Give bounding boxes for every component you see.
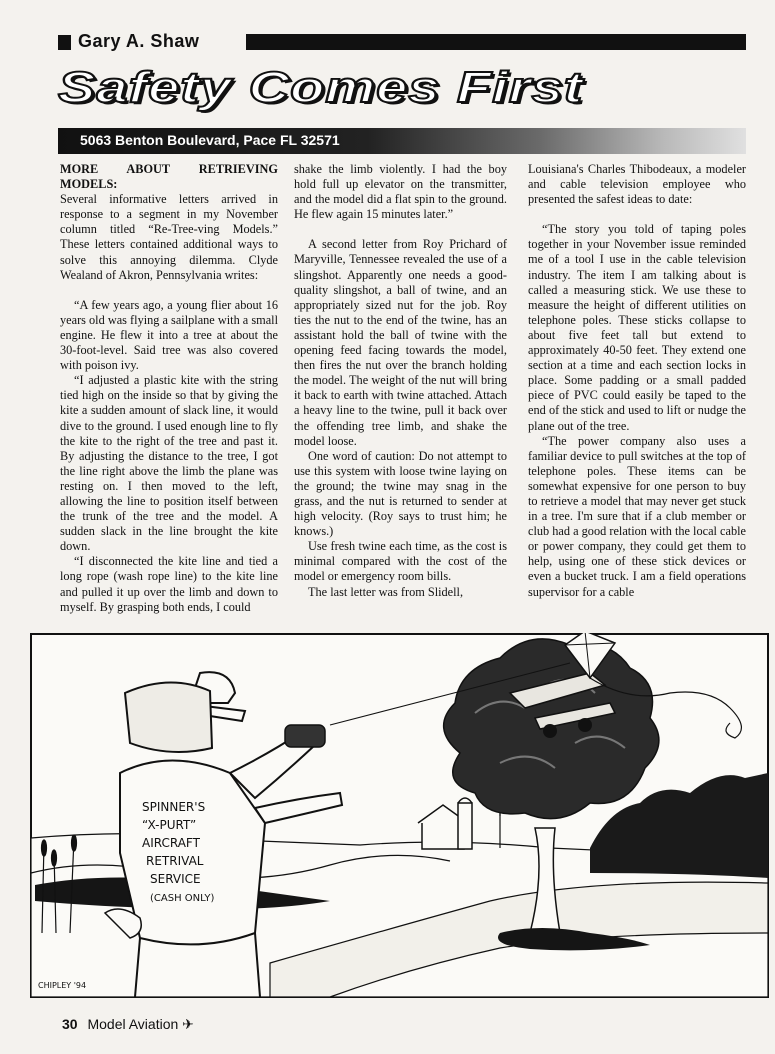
page-number: 30 xyxy=(62,1016,78,1032)
article-title: Safety Comes First xyxy=(58,62,584,112)
author-marker xyxy=(58,35,71,50)
column-1 xyxy=(60,162,278,615)
author-rule xyxy=(246,34,746,50)
twine-ball xyxy=(285,725,325,747)
col2-paragraph-1: shake the limb violently. I had the boy hold full up elevator on the transmitter, and the model did a flat spin to the ground. He flew again 15 minutes later.” xyxy=(294,162,507,222)
shirt-line-1: SPINNER'S xyxy=(142,800,206,814)
shirt-line-6: (CASH ONLY) xyxy=(150,893,215,904)
cartoon-illustration xyxy=(30,633,769,998)
col1-paragraph-1: Several informative letters arrived in response to a segment in my November column titled “Re-Tree-ving Models.” These letters contained additional ways to solve this annoying dilemma. Clyde Wealand of Akron, Pennsylvania writes: xyxy=(60,192,278,282)
address-band xyxy=(58,128,746,154)
col1-paragraph-3: “I adjusted a plastic kite with the string tied high on the inside so that by giving the kite a sudden amount of slack line, it would dive to the ground. I used enough line to fly the kite to the right of the tree and past it. By adjusting the distance to the tree, I got the line right above the limb the plane was resting on. I then moved to the left, allowing the line to position itself between the trunk of the tree and the model. A sudden slack in the line brought the kite down. xyxy=(60,373,278,554)
col3-paragraph-2: “The story you told of taping poles together in your November issue reminded me of a tool I use in the cable television industry. The item I am talking about is called a measuring stick. We use these to measure the height of different utilities on telephone poles. These sticks collapse to about five feet tall but extend to approximately 40-50 feet. They extend one section at a time and each section locks in place. Some padding or a small padded piece of PVC could easily be taped to the end of the stick and used to lift or nudge the plane out of the tree. xyxy=(528,222,746,433)
col2-paragraph-4: Use fresh twine each time, as the cost is minimal compared with the cost of the model or emergency room bills. xyxy=(294,539,507,584)
page-footer xyxy=(62,1016,194,1033)
subhead: MORE ABOUT RETRIEVING MODELS: xyxy=(60,162,278,192)
author-bar xyxy=(58,32,746,52)
column-3 xyxy=(528,162,746,600)
shirt-line-5: SERVICE xyxy=(150,872,201,886)
author-name: Gary A. Shaw xyxy=(78,31,200,51)
shirt-line-4: RETRIVAL xyxy=(146,854,204,868)
col2-paragraph-2: A second letter from Roy Prichard of Maryville, Tennessee revealed the use of a slingshot. Apparently one needs a good-quality slingshot, a ball of twine, and an appropriately sized nut for the job. Roy ties the nut to the end of the twine, has an assistant hold the ball of twine with the opening feed facing towards the model, then fires the nut over the branch holding the model. The weight of the nut will bring it back to earth with twine attached. Attach a heavy line to the twine, pull it back over the offending tree limb, and shake the model loose. xyxy=(294,237,507,448)
shirt-line-2: “X-PURT” xyxy=(142,818,197,832)
author-address: 5063 Benton Boulevard, Pace FL 32571 xyxy=(80,132,340,148)
col1-paragraph-4: “I disconnected the kite line and tied a long rope (wash rope line) to the kite line and pulled it up over the limb and down to myself. By grasping both ends, I could xyxy=(60,554,278,614)
airplane-icon: ✈ xyxy=(182,1016,194,1032)
column-2 xyxy=(294,162,507,600)
magazine-name: Model Aviation xyxy=(87,1016,179,1032)
col2-paragraph-3: One word of caution: Do not attempt to use this system with loose twine laying on the ground; the twine may snag in the grass, and the nut is returned to sender at high velocity. (Roy says to trust him; he knows.) xyxy=(294,448,507,539)
shirt-line-3: AIRCRAFT xyxy=(142,836,200,850)
col1-paragraph-2: “A few years ago, a young flier about 16 years old was flying a sailplane with a small engine. He flew it into a tree at about the 30-foot-level. Said tree was also covered with poison ivy. xyxy=(60,297,278,373)
col3-paragraph-1: Louisiana's Charles Thibodeaux, a modeler and cable television employee who presented the safest ideas to date: xyxy=(528,162,746,207)
artist-signature: CHIPLEY '94 xyxy=(38,981,87,990)
col3-paragraph-3: “The power company also uses a familiar device to pull switches at the top of telephone poles. These items can be somewhat expensive for one person to buy to retrieve a model that may never get stuck in a tree. I'm sure that if a club member or club had a good relation with the local cable or power company, they could get them to help, using one of these stick devices or even a bucket truck. I am a field operations supervisor for a cable xyxy=(528,433,746,599)
col2-paragraph-5: The last letter was from Slidell, xyxy=(308,584,464,599)
